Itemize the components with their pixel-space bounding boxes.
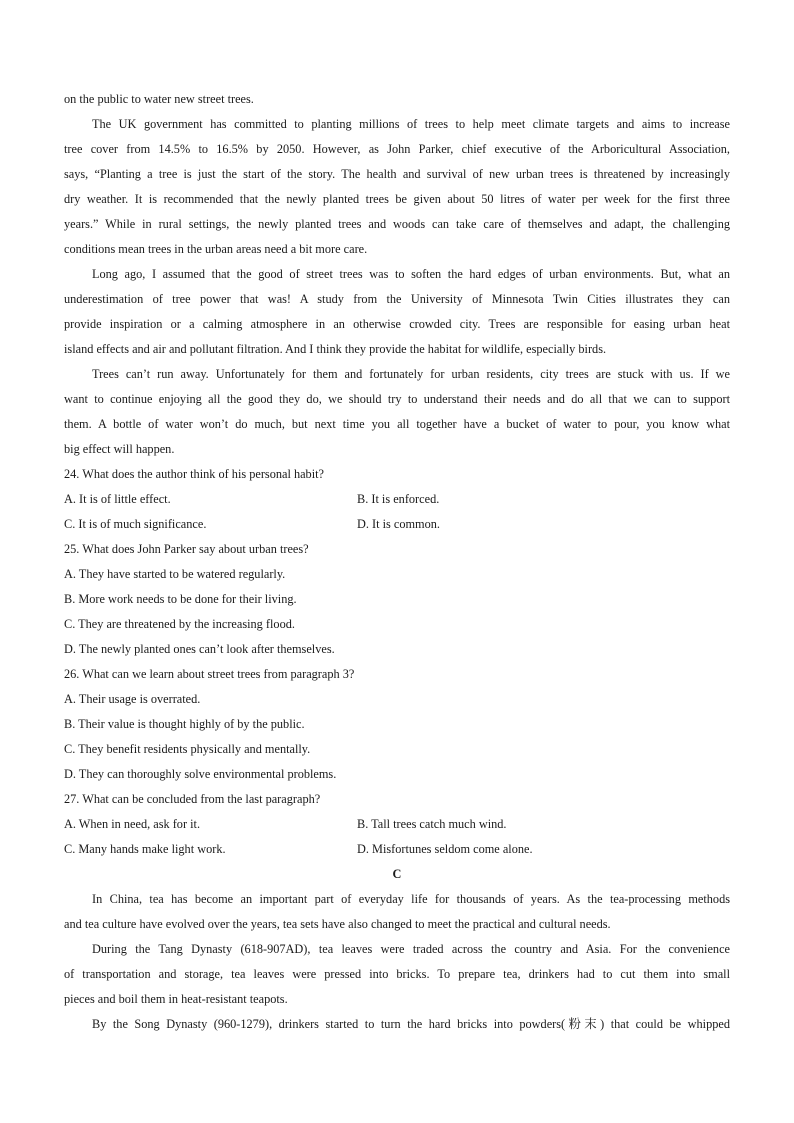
passage-c-p2-line: During the Tang Dynasty (618-907AD), tea leaves were traded across the country and Asia. For the convenience: [92, 942, 730, 956]
question-24-stem: 24. What does the author think of his personal habit?: [64, 467, 324, 481]
question-26-option-b: B. Their value is thought highly of by the public.: [64, 717, 305, 731]
passage-c-heading: C: [392, 867, 402, 881]
question-26-stem: 26. What can we learn about street trees from paragraph 3?: [64, 667, 355, 681]
passage-b-p4-line: want to continue enjoying all the good they do, we should try to understand their needs and do all that we can to support: [64, 392, 730, 406]
question-24-option-c: C. It is of much significance.: [64, 517, 207, 531]
passage-b-p1-tail: on the public to water new street trees.: [64, 92, 254, 106]
passage-b-p2-line: years.” While in rural settings, the newly planted trees and woods can take care of themselves and adapt, the challenging: [64, 217, 730, 231]
passage-c-p2-line: of transportation and storage, tea leaves were pressed into bricks. To prepare tea, drinkers had to cut them into small: [64, 967, 730, 981]
passage-b-p2-line: The UK government has committed to planting millions of trees to help meet climate targets and aims to increase: [92, 117, 730, 131]
passage-b-p4-line: Trees can’t run away. Unfortunately for them and fortunately for urban residents, city trees are stuck with us. If we: [92, 367, 730, 381]
question-27-stem: 27. What can be concluded from the last paragraph?: [64, 792, 321, 806]
question-24-option-a: A. It is of little effect.: [64, 492, 171, 506]
passage-c-p2-line: pieces and boil them in heat-resistant teapots.: [64, 992, 288, 1006]
question-24-option-d: D. It is common.: [357, 517, 440, 531]
passage-b-p2-line: dry weather. It is recommended that the newly planted trees be given about 50 litres of water per week for the first three: [64, 192, 730, 206]
question-25-option-a: A. They have started to be watered regularly.: [64, 567, 286, 581]
question-25-option-b: B. More work needs to be done for their living.: [64, 592, 297, 606]
question-26-option-d: D. They can thoroughly solve environmental problems.: [64, 767, 337, 781]
passage-b-p4-line: big effect will happen.: [64, 442, 175, 456]
passage-c-p3-line: By the Song Dynasty (960-1279), drinkers started to turn the hard bricks into powders(粉末) that could be whipped: [92, 1017, 730, 1031]
passage-b-p3-line: provide inspiration or a calming atmosphere in an otherwise crowded city. Trees are responsible for easing urban heat: [64, 317, 730, 331]
passage-b-p2-line: tree cover from 14.5% to 16.5% by 2050. However, as John Parker, chief executive of the Arboricultural Association,: [64, 142, 730, 156]
question-27-option-a: A. When in need, ask for it.: [64, 817, 201, 831]
question-25-stem: 25. What does John Parker say about urban trees?: [64, 542, 309, 556]
passage-b-p4-line: them. A bottle of water won’t do much, but next time you all together have a bucket of water to pour, you know what: [64, 417, 730, 431]
passage-b-p2-line: says, “Planting a tree is just the start of the story. The health and survival of new urban trees is threatened by increasingly: [64, 167, 730, 181]
question-24-option-b: B. It is enforced.: [357, 492, 440, 506]
question-27-option-c: C. Many hands make light work.: [64, 842, 226, 856]
question-25-option-d: D. The newly planted ones can’t look after themselves.: [64, 642, 335, 656]
passage-c-p1-line: In China, tea has become an important part of everyday life for thousands of years. As the tea-processing methods: [92, 892, 730, 906]
passage-b-p3-line: island effects and air and pollutant filtration. And I think they provide the habitat for wildlife, especially birds.: [64, 342, 607, 356]
passage-b-p2-line: conditions mean trees in the urban areas need a bit more care.: [64, 242, 368, 256]
passage-b-p3-line: underestimation of tree power that was! A study from the University of Minnesota Twin Cities illustrates they can: [64, 292, 730, 306]
question-25-option-c: C. They are threatened by the increasing flood.: [64, 617, 295, 631]
question-27-option-d: D. Misfortunes seldom come alone.: [357, 842, 533, 856]
question-27-option-b: B. Tall trees catch much wind.: [357, 817, 507, 831]
question-26-option-a: A. Their usage is overrated.: [64, 692, 201, 706]
passage-c-p1-line: and tea culture have evolved over the years, tea sets have also changed to meet the practical and cultural needs.: [64, 917, 611, 931]
passage-b-p3-line: Long ago, I assumed that the good of street trees was to soften the hard edges of urban environments. But, what an: [92, 267, 730, 281]
question-26-option-c: C. They benefit residents physically and mentally.: [64, 742, 311, 756]
